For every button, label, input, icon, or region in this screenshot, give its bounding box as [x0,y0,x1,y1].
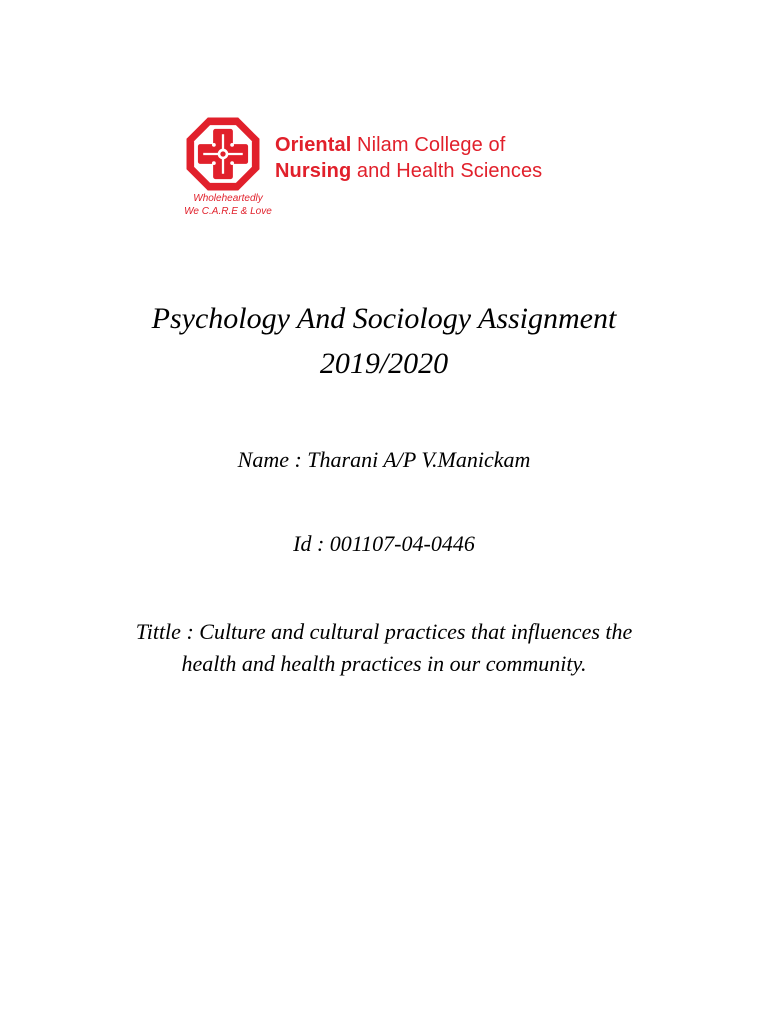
assignment-year: 2019/2020 [319,347,449,380]
college-name [275,132,542,184]
college-tagline [180,192,276,218]
assignment-topic-line-1: Tittle : Culture and cultural practices that influences the [135,619,633,644]
college-emblem-icon [185,116,261,192]
assignment-title [0,296,768,386]
student-id: Id : 001107-04-0446 [293,531,475,556]
student-name: Name : Tharani A/P V.Manickam [237,447,531,472]
college-name-line-2 [275,158,542,184]
assignment-topic-line-2: health and health practices in our community. [181,651,587,676]
college-name-line-1 [275,132,542,158]
tagline-line-2: We C.A.R.E & Love [184,206,272,217]
college-logo [180,112,560,222]
college-name-bold-2: Nursing [275,160,352,182]
assignment-topic [0,616,768,680]
college-name-bold-1: Oriental [275,134,352,156]
college-name-rest-1: Nilam College of [351,134,506,156]
tagline-line-1: Wholeheartedly [193,193,263,204]
college-name-rest-2: and Health Sciences [351,160,543,182]
assignment-title-line-1: Psychology And Sociology Assignment [151,302,617,335]
